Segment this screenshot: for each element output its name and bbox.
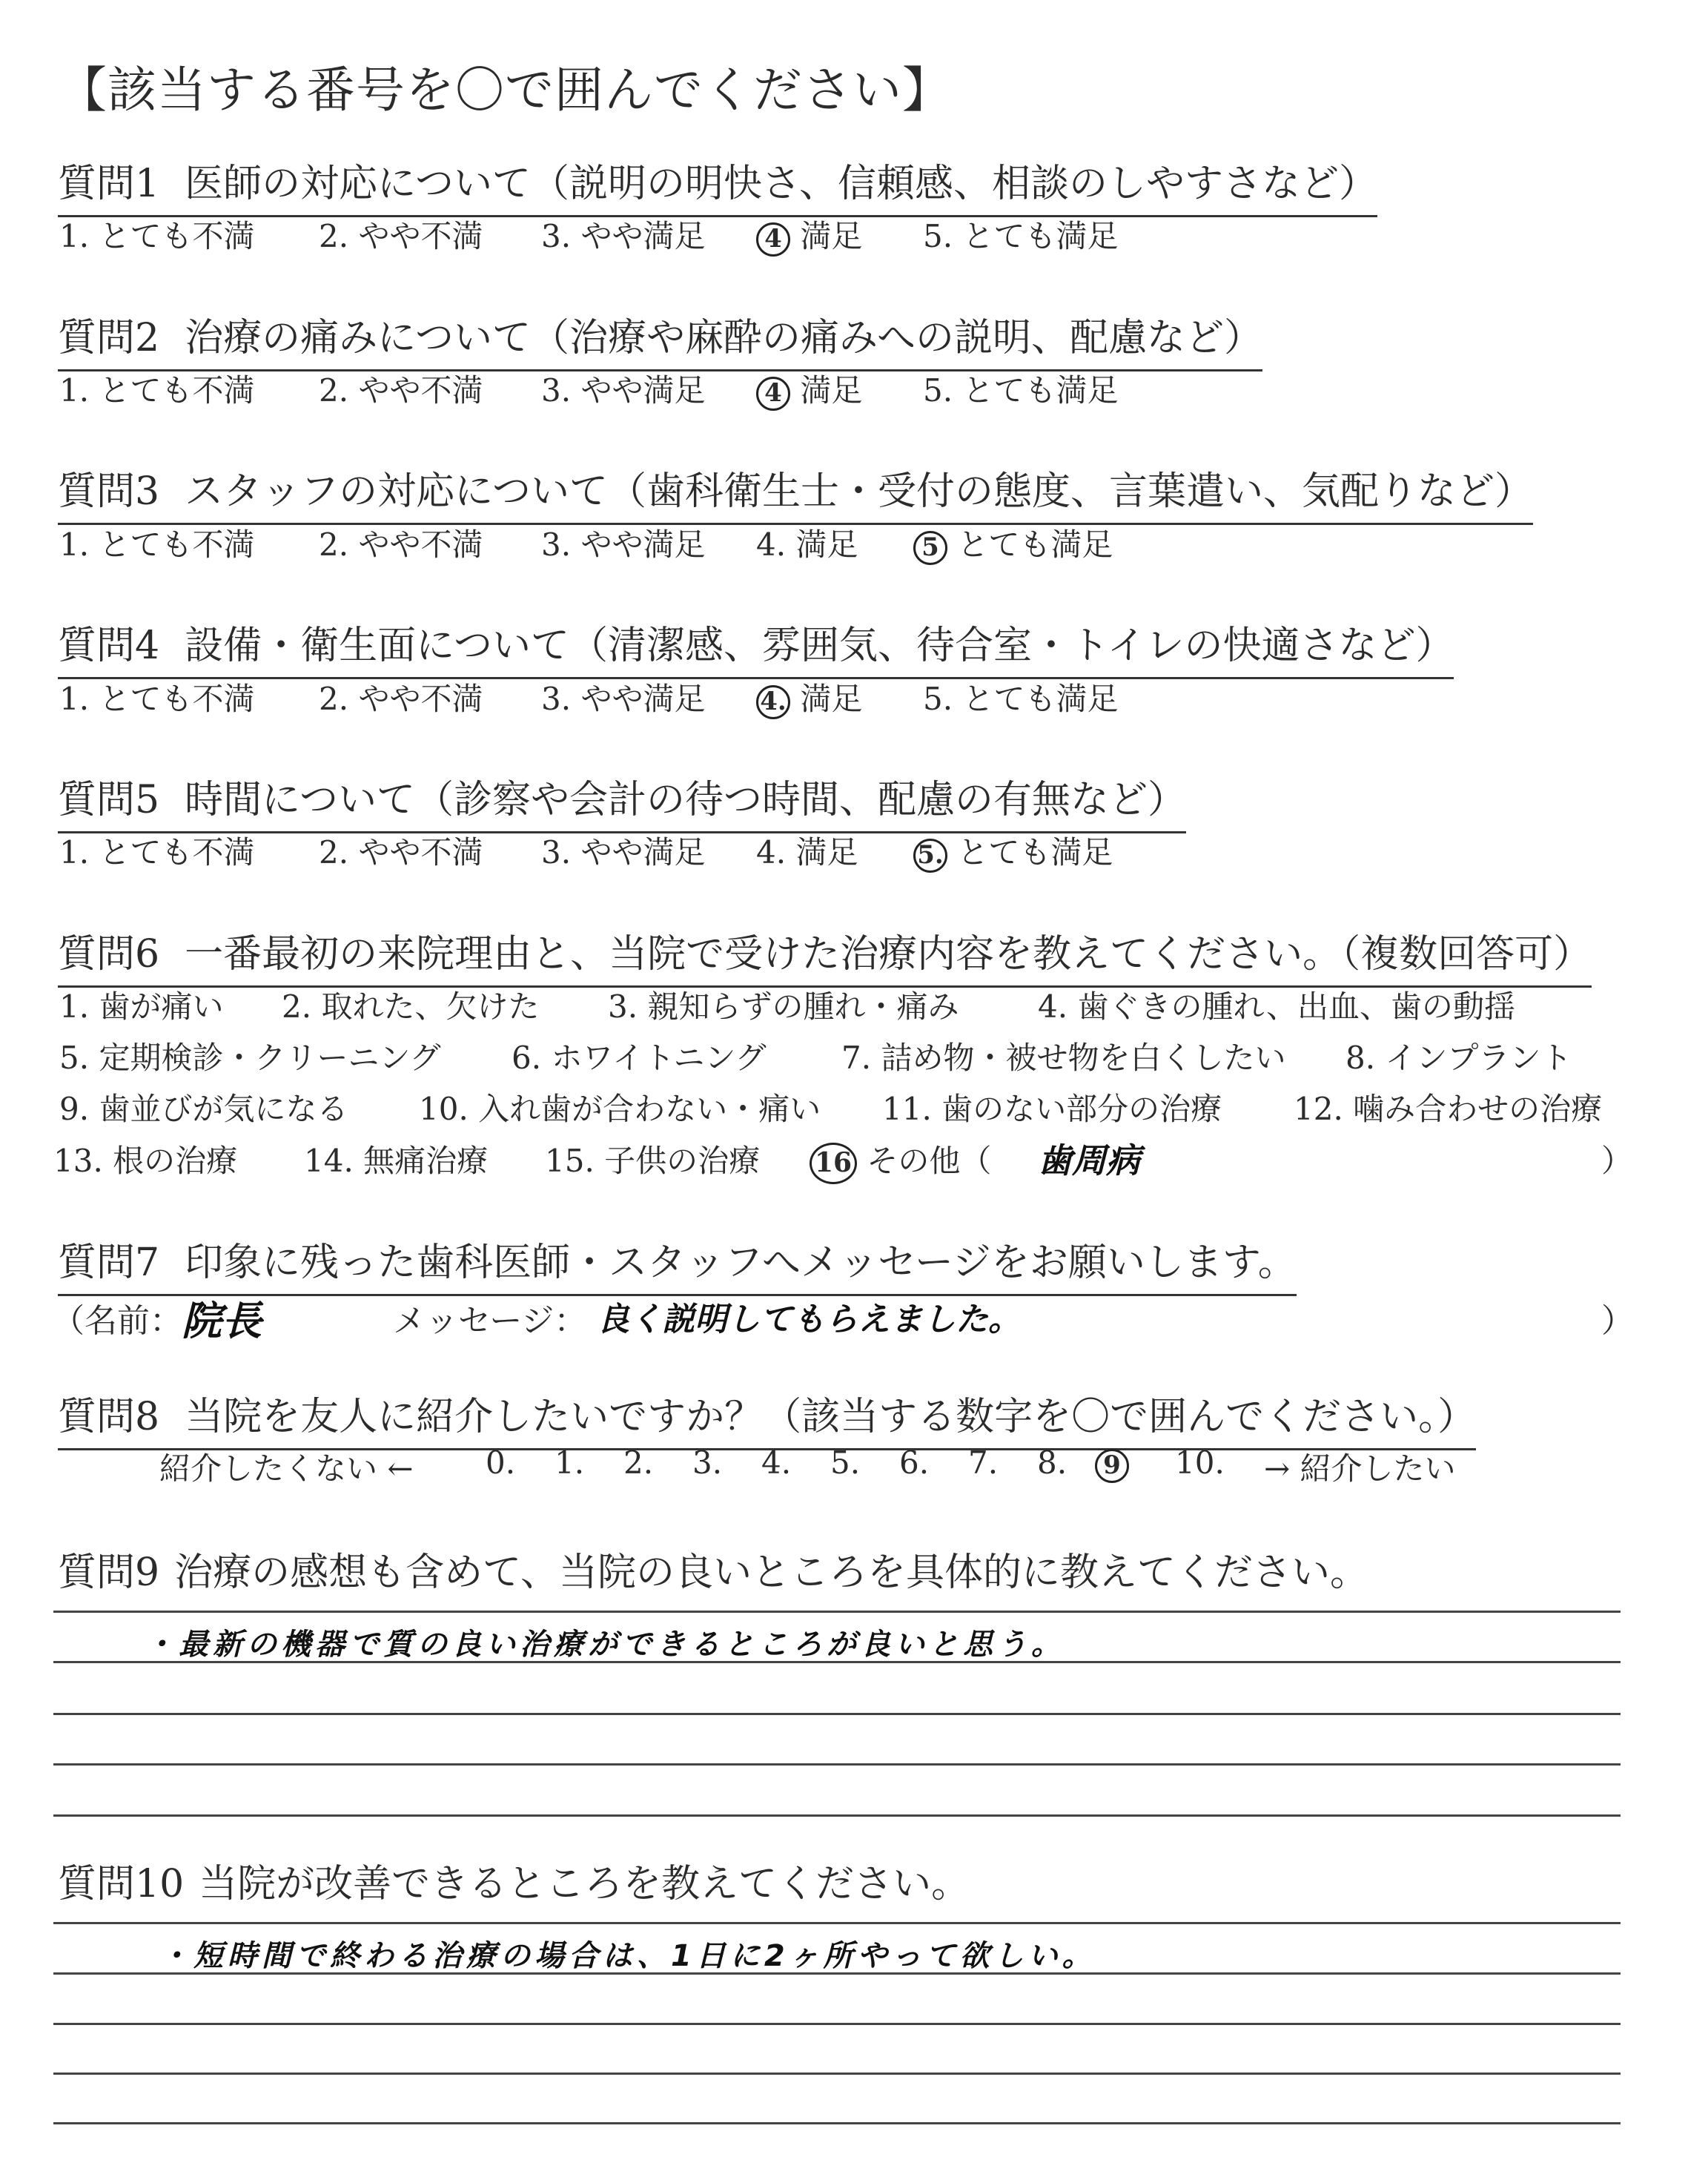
q9-text: 治療の感想も含めて、当院の良いところを具体的に教えてください。 <box>174 1550 1369 1595</box>
q2-option-2[interactable]: 2. やや不満 <box>319 372 483 409</box>
q9-title <box>58 1541 1368 1596</box>
q3-option-3[interactable]: 3. やや満足 <box>541 526 706 563</box>
q8-left-label: 紹介したくない ← <box>159 1450 414 1487</box>
q8-scale-7[interactable]: 7. <box>968 1444 999 1481</box>
q8-text: 当院を友人に紹介したいですか？（該当する数字を〇で囲んでください。） <box>185 1395 1477 1439</box>
q9-answer-line-1 <box>53 1611 1621 1613</box>
q6-option-5[interactable]: 5. 定期検診・クリーニング <box>59 1040 441 1076</box>
q7-message-label: メッセージ： <box>393 1302 587 1340</box>
q1-option-5[interactable]: 5. とても満足 <box>923 218 1119 254</box>
q6-close-paren: ） <box>1601 1143 1633 1179</box>
q7-close-paren: ） <box>1601 1302 1634 1340</box>
q5-label: 質問5 <box>58 778 160 822</box>
q8-scale-1[interactable]: 1. <box>555 1444 585 1481</box>
q10-text: 当院が改善できるところを教えてください。 <box>199 1862 970 1906</box>
q6-option-8[interactable]: 8. インプラント <box>1345 1040 1572 1076</box>
q10-answer[interactable]: ・短時間で終わる治療の場合は、1日に2ヶ所やって欲しい。 <box>159 1939 1096 1973</box>
q6-text: 一番最初の来院理由と、当院で受けた治療内容を教えてください。（複数回答可） <box>185 932 1592 977</box>
q3-title <box>58 460 1533 525</box>
q6-option-7[interactable]: 7. 詰め物・被せ物を白くしたい <box>841 1040 1286 1076</box>
q1-text: 医師の対応について（説明の明快さ、信頼感、相談のしやすさなど） <box>185 162 1377 206</box>
q9-answer-line-4 <box>53 1763 1621 1766</box>
q7-name-label: （名前： <box>52 1302 182 1340</box>
q1-option-3[interactable]: 3. やや満足 <box>541 218 706 254</box>
q8-scale-3[interactable]: 3. <box>692 1444 723 1481</box>
q6-title <box>58 922 1592 988</box>
q6-label: 質問6 <box>58 932 160 977</box>
q6-options-row-4 <box>53 1137 1653 1181</box>
q8-scale-5[interactable]: 5. <box>830 1444 861 1481</box>
q2-option-5[interactable]: 5. とても満足 <box>923 372 1119 409</box>
q8-scale-2[interactable]: 2. <box>623 1444 654 1481</box>
q4-option-2[interactable]: 2. やや不満 <box>319 681 483 717</box>
q10-answer-line-5 <box>53 2122 1621 2124</box>
q10-label: 質問10 <box>58 1862 185 1906</box>
q9-answer-line-3 <box>53 1713 1621 1715</box>
q7-label: 質問7 <box>58 1241 160 1285</box>
q4-label: 質問4 <box>58 624 160 668</box>
q1-option-1[interactable]: 1. とても不満 <box>59 218 255 254</box>
q10-title <box>58 1852 970 1908</box>
q6-option-12[interactable]: 12. 噛み合わせの治療 <box>1294 1091 1603 1127</box>
q8-scale-0[interactable]: 0. <box>486 1444 516 1481</box>
q6-option-9[interactable]: 9. 歯並びが気になる <box>59 1091 348 1127</box>
q5-option-4[interactable]: 4. 満足 <box>756 834 858 871</box>
q6-option-16-selected[interactable]: 16 その他（ <box>810 1137 991 1184</box>
q1-option-4-selected[interactable]: 4 満足 <box>756 212 862 257</box>
q3-label: 質問3 <box>58 469 160 514</box>
q1-option-2[interactable]: 2. やや不満 <box>319 218 483 254</box>
q5-option-1[interactable]: 1. とても不満 <box>59 834 255 871</box>
q7-answer-row <box>52 1294 1653 1344</box>
q4-text: 設備・衛生面について（清潔感、雰囲気、待合室・トイレの快適さなど） <box>185 624 1454 668</box>
q7-text: 印象に残った歯科医師・スタッフへメッセージをお願いします。 <box>185 1241 1297 1285</box>
q8-scale-10[interactable]: 10. <box>1175 1444 1225 1481</box>
q8-title <box>58 1385 1476 1450</box>
q6-other-answer[interactable]: 歯周病 <box>1038 1140 1140 1180</box>
q4-title <box>58 614 1454 679</box>
q10-answer-line-2 <box>53 1972 1621 1975</box>
q3-option-2[interactable]: 2. やや不満 <box>319 526 483 563</box>
q2-title <box>58 306 1262 371</box>
q1-label: 質問1 <box>58 162 160 206</box>
q3-option-1[interactable]: 1. とても不満 <box>59 526 255 563</box>
q8-scale-6[interactable]: 6. <box>899 1444 930 1481</box>
q9-label: 質問9 <box>58 1550 160 1595</box>
q6-option-14[interactable]: 14. 無痛治療 <box>304 1143 489 1179</box>
q6-option-15[interactable]: 15. 子供の治療 <box>545 1143 761 1179</box>
q6-option-1[interactable]: 1. 歯が痛い <box>59 988 224 1025</box>
q10-answer-line-1 <box>53 1922 1621 1924</box>
q7-name-value[interactable]: 院長 <box>182 1298 262 1344</box>
page-heading: 【該当する番号を〇で囲んでください】 <box>58 62 952 119</box>
q4-option-1[interactable]: 1. とても不満 <box>59 681 255 717</box>
q8-scale-9-selected[interactable]: 9 <box>1095 1444 1129 1483</box>
q3-option-5-selected[interactable]: 5 とても満足 <box>913 521 1113 565</box>
q8-scale-8[interactable]: 8. <box>1037 1444 1068 1481</box>
q5-option-2[interactable]: 2. やや不満 <box>319 834 483 871</box>
q2-option-4-selected[interactable]: 4 満足 <box>756 366 862 411</box>
q9-answer-line-5 <box>53 1814 1621 1817</box>
q4-option-5[interactable]: 5. とても満足 <box>923 681 1119 717</box>
q3-option-4[interactable]: 4. 満足 <box>756 526 858 563</box>
q2-text: 治療の痛みについて（治療や麻酔の痛みへの説明、配慮など） <box>185 316 1263 360</box>
q2-option-3[interactable]: 3. やや満足 <box>541 372 706 409</box>
q6-option-2[interactable]: 2. 取れた、欠けた <box>282 988 540 1025</box>
q9-answer-line-2 <box>53 1661 1621 1663</box>
q6-option-11[interactable]: 11. 歯のない部分の治療 <box>882 1091 1222 1127</box>
q5-title <box>58 768 1186 833</box>
q10-answer-line-4 <box>53 2073 1621 2075</box>
q10-answer-line-3 <box>53 2023 1621 2025</box>
q5-text: 時間について（診察や会計の待つ時間、配慮の有無など） <box>185 778 1187 822</box>
q4-option-3[interactable]: 3. やや満足 <box>541 681 706 717</box>
q5-option-3[interactable]: 3. やや満足 <box>541 834 706 871</box>
q6-option-13[interactable]: 13. 根の治療 <box>53 1143 238 1179</box>
q6-option-6[interactable]: 6. ホワイトニング <box>512 1040 767 1076</box>
q7-message-value[interactable]: 良く説明してもらえました。 <box>597 1301 1021 1338</box>
q5-option-5-selected[interactable]: 5. とても満足 <box>913 828 1113 873</box>
q6-option-10[interactable]: 10. 入れ歯が合わない・痛い <box>419 1091 821 1127</box>
q2-label: 質問2 <box>58 316 160 360</box>
q8-scale-row <box>159 1444 1494 1489</box>
q8-scale-4[interactable]: 4. <box>761 1444 792 1481</box>
q4-option-4-selected[interactable]: 4. 満足 <box>756 675 862 719</box>
q8-label: 質問8 <box>58 1395 160 1439</box>
q1-title <box>58 152 1377 217</box>
q6-option-4[interactable]: 4. 歯ぐきの腫れ、出血、歯の動揺 <box>1038 988 1515 1025</box>
q9-answer[interactable]: ・最新の機器で質の良い治療ができるところが良いと思う。 <box>145 1628 1065 1662</box>
q2-option-1[interactable]: 1. とても不満 <box>59 372 255 409</box>
q8-right-label: → 紹介したい <box>1264 1450 1456 1487</box>
q7-title <box>58 1231 1297 1296</box>
q6-option-3[interactable]: 3. 親知らずの腫れ・痛み <box>608 988 959 1025</box>
q3-text: スタッフの対応について（歯科衛生士・受付の態度、言葉遣い、気配りなど） <box>185 469 1534 514</box>
